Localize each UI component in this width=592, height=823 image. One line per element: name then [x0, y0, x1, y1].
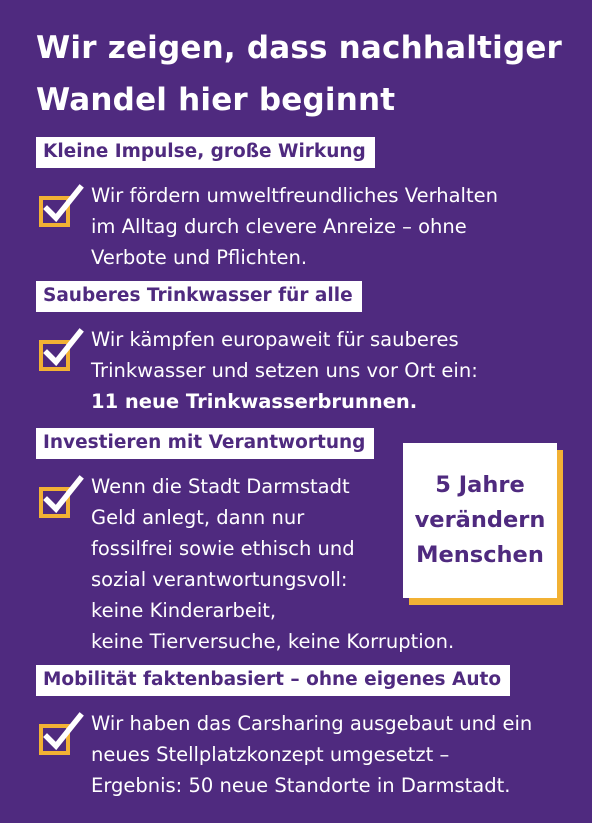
list-item [36, 324, 478, 417]
checkbox-checked-icon [38, 712, 84, 758]
list-item [36, 471, 454, 657]
section-title: Kleine Impulse, große Wirkung [36, 137, 375, 168]
checkbox-checked-icon [38, 328, 84, 374]
section-title: Investieren mit Verantwortung [36, 428, 374, 459]
item-text [91, 708, 532, 801]
item-text [91, 324, 478, 417]
page-headline: Wir zeigen, dass nachhaltiger Wandel hier beginnt [36, 30, 563, 118]
item-body: Wenn die Stadt Darmstadt Geld anlegt, dann nur fossilfrei sowie ethisch und sozial verantwortungsvoll: keine Kinderarbeit, keine Tierversuche, keine Korruption. [91, 475, 455, 653]
badge-text: 5 Jahre verändern Menschen [403, 443, 557, 598]
checkbox-checked-icon [38, 184, 84, 230]
item-text [91, 180, 498, 273]
item-text [91, 471, 454, 657]
item-highlight: 11 neue Trinkwasserbrunnen. [91, 390, 418, 413]
item-body: Wir kämpfen europaweit für sauberes Trinkwasser und setzen uns vor Ort ein: [91, 328, 478, 382]
section-mobilitaet [36, 665, 532, 801]
section-title: Mobilität faktenbasiert – ohne eigenes Auto [36, 665, 510, 696]
section-title: Sauberes Trinkwasser für alle [36, 281, 362, 312]
list-item [36, 180, 498, 273]
item-body: Wir haben das Carsharing ausgebaut und ein neues Stellplatzkonzept umgesetzt – Ergebnis: 50 neue Standorte in Darmstadt. [91, 712, 533, 797]
section-kleine-impulse [36, 137, 498, 273]
list-item [36, 708, 532, 801]
item-body: Wir fördern umweltfreundliches Verhalten im Alltag durch clevere Anreize – ohne Verbote und Pflichten. [91, 184, 498, 269]
section-investieren [36, 428, 454, 657]
section-trinkwasser [36, 281, 478, 417]
checkbox-checked-icon [38, 475, 84, 521]
badge [403, 443, 563, 605]
